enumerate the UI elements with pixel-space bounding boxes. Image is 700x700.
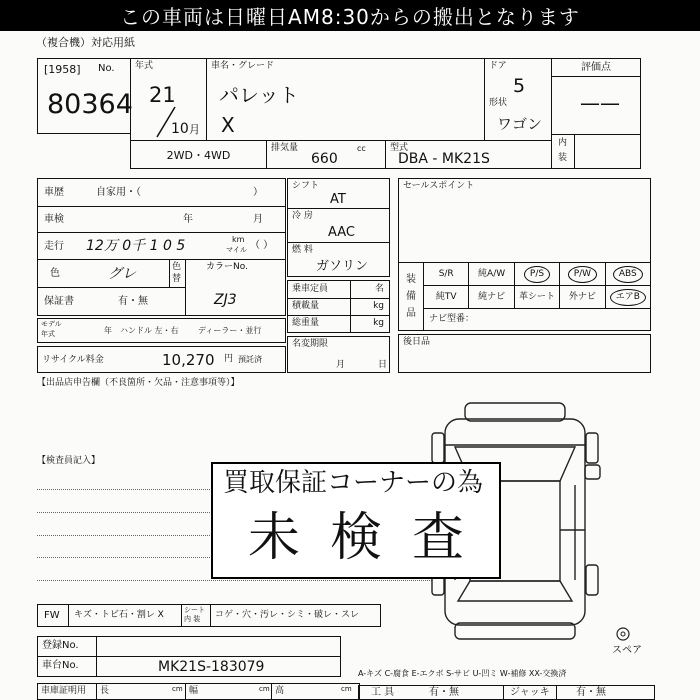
lot-suffix: No.: [98, 63, 115, 74]
shift-box: [287, 178, 390, 209]
fuel-box: [287, 242, 390, 277]
garage-divider-1: [96, 684, 97, 699]
ac-label: 冷 房: [292, 211, 313, 221]
model-year-row: [37, 318, 286, 343]
mileage-label: 走行: [44, 241, 64, 252]
displacement-unit: cc: [357, 144, 366, 153]
shape-value: ワゴン: [497, 115, 543, 133]
shift-label: シフト: [292, 181, 320, 191]
month-value: 10: [171, 121, 189, 137]
tools-value: 有・無: [429, 687, 459, 698]
equipment-cell: [468, 263, 513, 286]
equipment-item-airbag: エアB: [610, 289, 646, 306]
equipment-box: [398, 262, 651, 331]
fw-items: キズ・トビ石・割レ X: [74, 610, 164, 620]
registration-label: 登録No.: [42, 640, 79, 651]
mileage-row: [37, 232, 286, 260]
equipment-item-power-windows: P/W: [568, 266, 597, 283]
capacity-row-divider-2: [288, 315, 389, 316]
recycle-fee: 10,270: [162, 351, 215, 369]
drive-box: [130, 140, 267, 169]
month-unit: 月: [189, 123, 200, 136]
seller-declaration-heading: 【出品店申告欄（不良箇所・欠品・注意事項等）】: [37, 378, 240, 388]
later-items-label: 後日品: [403, 337, 431, 347]
year-box: [130, 58, 207, 141]
inspector-line-5: [37, 580, 432, 581]
recycle-fee-note: 預託済: [238, 355, 262, 364]
interior-divider: [552, 134, 640, 135]
garage-height-label: 高: [275, 686, 285, 696]
equipment-cell: [423, 263, 468, 286]
shift-value: AT: [330, 192, 346, 207]
garage-cert-row: [37, 683, 360, 700]
equipment-label-2: 備: [406, 291, 416, 302]
stamp-line-2: 未検査: [247, 508, 494, 568]
lot-number: 80364: [47, 89, 133, 120]
stamp-line-1: 買取保証コーナーの為: [223, 468, 484, 498]
score-label: 評価点: [581, 62, 611, 73]
fw-label: FW: [44, 610, 60, 621]
interior-cell-divider: [574, 134, 575, 168]
garage-divider-2: [185, 684, 186, 699]
garage-width-label: 幅: [189, 686, 199, 696]
tools-label: 工 具: [371, 687, 395, 698]
not-inspected-stamp: [211, 462, 501, 579]
color-divider-1: [169, 260, 170, 287]
recycle-fee-row: [37, 346, 286, 373]
car-grade: X: [221, 113, 235, 137]
warranty-value: 有・無: [118, 296, 148, 307]
model-year-unit: 年: [104, 326, 112, 335]
equipment-cell: [605, 286, 650, 309]
score-header-divider: [552, 76, 640, 77]
registration-divider: [96, 637, 97, 656]
chassis-row: [37, 656, 341, 677]
equipment-cell: [605, 263, 650, 286]
equipment-cell: [423, 286, 468, 309]
shape-label: 形状: [489, 98, 508, 108]
model-code: DBA - MK21S: [398, 151, 490, 167]
capacity-label-seats: 乗車定員: [292, 284, 329, 294]
car-front-bumper: [465, 403, 565, 421]
equipment-label-1: 装: [406, 274, 416, 285]
model-year-label-2: 年式: [41, 330, 55, 338]
recycle-fee-label: リサイクル料金: [42, 355, 104, 365]
ac-box: [287, 208, 390, 243]
sales-point-box: [398, 178, 651, 263]
spare-tire-icon: [615, 626, 631, 642]
history-label: 車歴: [44, 187, 64, 198]
garage-length-unit: cm: [172, 685, 183, 693]
displacement-box: [266, 140, 386, 169]
garage-length-label: 長: [100, 686, 110, 696]
garage-height-unit: cm: [341, 685, 352, 693]
chassis-divider: [96, 657, 97, 676]
displacement-label: 排気量: [271, 143, 299, 153]
capacity-box: [287, 280, 390, 333]
car-front-right-wheel: [586, 433, 598, 463]
equipment-grid: [423, 263, 650, 309]
seat-label-2: 内 装: [184, 615, 201, 623]
seat-divider-2: [210, 605, 211, 626]
lot-number-box: [37, 58, 131, 134]
inspector-notes-heading: 【検査員記入】: [37, 456, 101, 466]
model-code-box: [385, 140, 552, 169]
equipment-item-leather-seats: 革シート: [518, 291, 555, 302]
history-value: 自家用・（: [96, 187, 141, 198]
inspection-row: [37, 206, 286, 233]
form-note: （複合機）対応用紙: [36, 36, 135, 49]
model-code-label: 型式: [390, 143, 409, 153]
color-number-label: カラーNo.: [206, 262, 248, 272]
warranty-label: 保証書: [44, 296, 74, 307]
equipment-cell: [468, 286, 513, 309]
garage-divider-3: [271, 684, 272, 699]
jack-divider: [556, 686, 557, 699]
capacity-label-gross: 総重量: [292, 318, 320, 328]
notice-banner: [0, 0, 700, 31]
equipment-label-divider: [423, 263, 424, 330]
mileage-unit-km: km: [232, 235, 245, 244]
equipment-item-navi: 純ナビ: [478, 291, 506, 302]
color-number-cell: [185, 259, 286, 316]
history-row: [37, 178, 286, 207]
fw-seat-row: [37, 604, 381, 627]
chassis-number: MK21S-183079: [158, 659, 265, 675]
history-close: ）: [253, 187, 263, 198]
year-label: 年式: [135, 61, 154, 71]
name-change-day: 日: [378, 360, 388, 370]
capacity-unit-gross: kg: [373, 318, 384, 328]
ac-value: AAC: [328, 225, 355, 240]
inspection-month-unit: 月: [253, 214, 263, 225]
sales-point-label: セールスポイント: [403, 181, 475, 191]
registration-row: [37, 636, 341, 657]
dealer-type: ディーラー・並行: [198, 326, 262, 335]
door-box: [484, 58, 552, 141]
inspection-year-unit: 年: [183, 214, 193, 225]
equipment-cell: [514, 286, 559, 309]
color-label: 色: [50, 268, 60, 279]
car-name-label: 車名・グレード: [211, 61, 275, 71]
inspection-label: 車検: [44, 214, 64, 225]
equipment-cell: [559, 263, 604, 286]
door-label: ドア: [489, 61, 507, 71]
jack-value: 有・無: [576, 687, 606, 698]
mileage-paren: （ ）: [250, 240, 274, 251]
score-box: [551, 58, 641, 169]
equipment-item-sunroof: S/R: [438, 268, 454, 279]
equipment-item-tv: 純TV: [435, 291, 457, 302]
fuel-label: 燃 料: [292, 245, 313, 255]
capacity-row-divider-1: [288, 298, 389, 299]
car-name-box: [206, 58, 485, 141]
model-year-label-1: モデル: [41, 320, 62, 328]
garage-width-unit: cm: [259, 685, 270, 693]
mileage-unit-mile: マイル: [226, 246, 247, 254]
year-value: 21: [149, 83, 176, 107]
name-change-month: 月: [336, 360, 346, 370]
garage-cert-label: 車庫証明用: [41, 686, 87, 696]
equipment-item-aftermarket-navi: 外ナビ: [568, 291, 596, 302]
fuel-value: ガソリン: [316, 259, 369, 274]
equipment-item-alloy-wheels: 純A/W: [478, 268, 506, 279]
jack-box: [503, 685, 655, 700]
jack-label: ジャッキ: [510, 687, 550, 698]
capacity-unit-load: kg: [373, 301, 384, 311]
equipment-label-3: 品: [406, 308, 416, 319]
name-change-box: [287, 336, 390, 373]
interior-label-1: 内: [558, 138, 568, 148]
mileage-value: 12万 0千 1 0 5: [86, 238, 186, 254]
equipment-item-power-steering: P/S: [524, 266, 550, 283]
car-rear-window: [458, 581, 572, 601]
spare-label: スペア: [612, 645, 642, 656]
fw-divider: [68, 605, 69, 626]
seat-divider-1: [181, 605, 182, 626]
nav-model-label: ナビ型番：: [429, 314, 475, 324]
name-change-label: 名変期限: [292, 339, 329, 349]
car-name: パレット: [219, 83, 299, 107]
interior-label-2: 装: [558, 153, 568, 163]
notice-banner-text: この車両は日曜日AM8:30からの搬出となります: [120, 5, 580, 29]
later-items-box: [398, 334, 651, 373]
door-count: 5: [513, 75, 526, 97]
equipment-cell: [559, 286, 604, 309]
score-value: ——: [580, 91, 620, 115]
damage-code-legend: A-キズ C-腐食 E-エクボ S-サビ U-凹ミ W-補修 XX-交換済: [358, 669, 567, 678]
capacity-label-load: 積載量: [292, 301, 320, 311]
car-front-left-wheel: [432, 433, 444, 463]
handle-side: ハンドル 左・右: [120, 326, 179, 335]
car-rear-right-wheel: [586, 565, 598, 595]
car-right-mirror: [585, 465, 600, 479]
recycle-fee-unit: 円: [224, 354, 234, 364]
capacity-unit-seats: 名: [374, 284, 384, 294]
capacity-divider: [350, 281, 351, 332]
color-change-label-1: 色: [172, 262, 182, 272]
seat-items: コゲ・穴・汚レ・シミ・破レ・スレ: [215, 610, 360, 620]
color-value: グレ: [108, 266, 136, 282]
equipment-item-abs: ABS: [613, 266, 643, 283]
displacement-value: 660: [311, 151, 338, 167]
color-change-label-2: 替: [172, 274, 182, 284]
drive-type: 2WD・4WD: [166, 149, 231, 162]
chassis-label: 車台No.: [42, 660, 79, 671]
equipment-cell: [514, 263, 559, 286]
tools-box: [358, 685, 504, 700]
color-number: ZJ3: [214, 292, 237, 308]
lot-bracket: [1958]: [44, 63, 81, 76]
seat-label-1: シート: [184, 606, 205, 614]
